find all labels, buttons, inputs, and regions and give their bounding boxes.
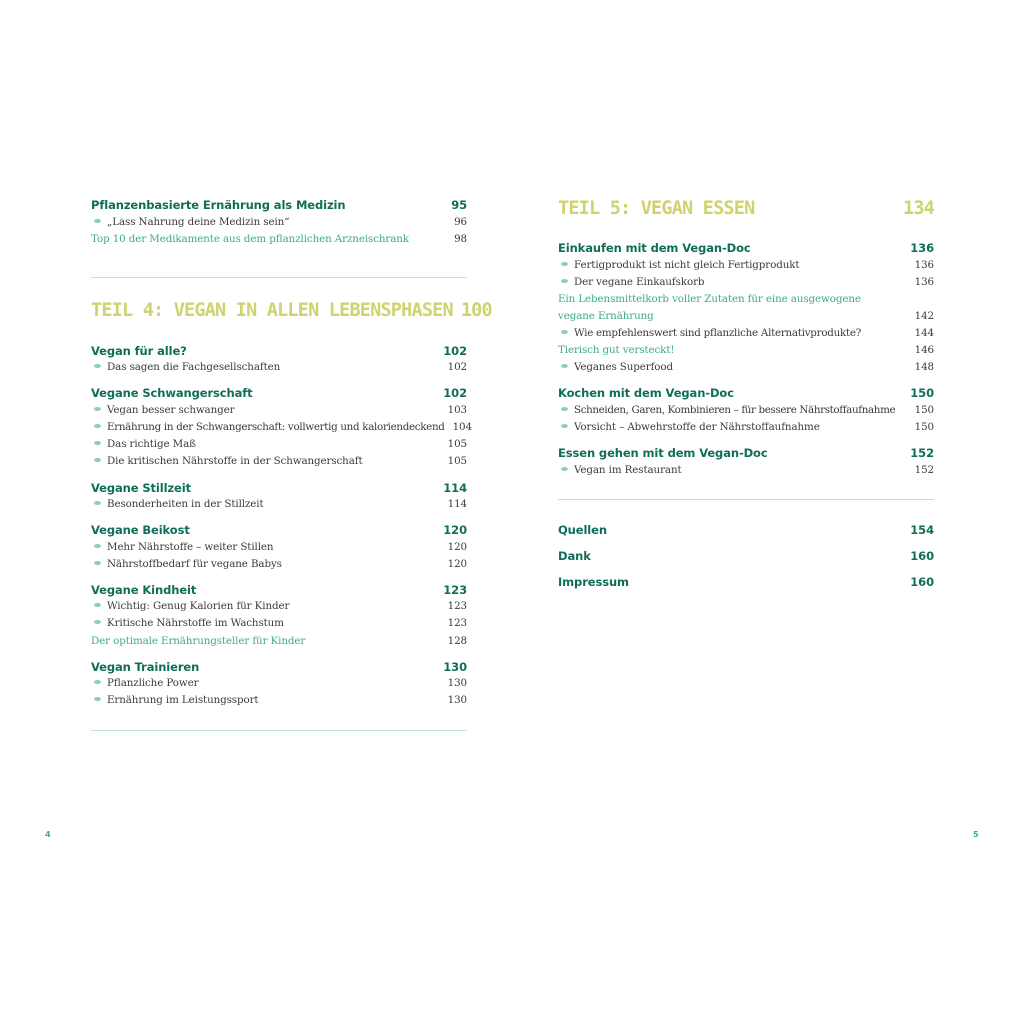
divider: [91, 277, 467, 278]
divider: [558, 499, 934, 500]
toc-heading[interactable]: Vegane Beikost 120: [91, 523, 467, 537]
toc-subentry[interactable]: Nährstoffbedarf für vegane Babys 120: [91, 558, 467, 570]
bullet-icon: [94, 680, 101, 684]
page-number-left: 4: [45, 830, 51, 839]
toc-subentry[interactable]: Veganes Superfood 148: [558, 361, 934, 373]
bullet-icon: [94, 219, 101, 223]
bullet-icon: [561, 407, 568, 411]
toc-heading[interactable]: Kochen mit dem Vegan-Doc 150: [558, 386, 934, 400]
toc-subentry[interactable]: Wichtig: Genug Kalorien für Kinder 123: [91, 600, 467, 612]
toc-heading[interactable]: Essen gehen mit dem Vegan-Doc 152: [558, 446, 934, 460]
bullet-icon: [561, 364, 568, 368]
toc-heading[interactable]: Pflanzenbasierte Ernährung als Medizin 95: [91, 198, 467, 212]
toc-highlight-entry[interactable]: Tierisch gut versteckt! 146: [558, 344, 934, 356]
toc-subentry[interactable]: Vegan im Restaurant 152: [558, 464, 934, 476]
toc-backmatter-imprint[interactable]: Impressum 160: [558, 575, 934, 589]
toc-heading[interactable]: Einkaufen mit dem Vegan-Doc 136: [558, 241, 934, 255]
bullet-icon: [94, 603, 101, 607]
toc-subentry[interactable]: „Lass Nahrung deine Medizin sein“ 96: [91, 216, 467, 228]
bullet-icon: [94, 407, 101, 411]
bullet-icon: [94, 561, 101, 565]
bullet-icon: [94, 441, 101, 445]
toc-heading[interactable]: Vegane Kindheit 123: [91, 583, 467, 597]
bullet-icon: [94, 501, 101, 505]
toc-subentry[interactable]: Besonderheiten in der Stillzeit 114: [91, 498, 467, 510]
toc-heading[interactable]: Vegan Trainieren 130: [91, 660, 467, 674]
bullet-icon: [561, 330, 568, 334]
toc-heading[interactable]: Vegan für alle? 102: [91, 344, 467, 358]
part-title[interactable]: TEIL 4: VEGAN IN ALLEN LEBENSPHASEN 100: [91, 300, 492, 321]
toc-subentry[interactable]: Fertigprodukt ist nicht gleich Fertigprodukt 136: [558, 259, 934, 271]
toc-subentry[interactable]: Der vegane Einkaufskorb 136: [558, 276, 934, 288]
toc-subentry[interactable]: Das sagen die Fachgesellschaften 102: [91, 361, 467, 373]
toc-subentry[interactable]: Mehr Nährstoffe – weiter Stillen 120: [91, 541, 467, 553]
bullet-icon: [94, 544, 101, 548]
bullet-icon: [94, 458, 101, 462]
part-title[interactable]: TEIL 5: VEGAN ESSEN 134: [558, 198, 934, 219]
toc-subentry[interactable]: Kritische Nährstoffe im Wachstum 123: [91, 617, 467, 629]
toc-subentry[interactable]: Schneiden, Garen, Kombinieren – für bessere Nährstoffaufnahme 150: [558, 404, 934, 416]
bullet-icon: [561, 467, 568, 471]
toc-highlight-entry[interactable]: Ein Lebensmittelkorb voller Zutaten für eine ausgewogene: [558, 293, 861, 305]
toc-highlight-entry-continued[interactable]: vegane Ernährung 142: [558, 310, 934, 322]
toc-subentry[interactable]: Die kritischen Nährstoffe in der Schwangerschaft 105: [91, 455, 467, 467]
bullet-icon: [561, 279, 568, 283]
toc-subentry[interactable]: Vorsicht – Abwehrstoffe der Nährstoffaufnahme 150: [558, 421, 934, 433]
bullet-icon: [94, 697, 101, 701]
toc-heading[interactable]: Vegane Stillzeit 114: [91, 481, 467, 495]
toc-highlight-entry[interactable]: Der optimale Ernährungsteller für Kinder 128: [91, 635, 467, 647]
bullet-icon: [94, 364, 101, 368]
toc-subentry[interactable]: Ernährung im Leistungssport 130: [91, 694, 467, 706]
toc-highlight-entry[interactable]: Top 10 der Medikamente aus dem pflanzlichen Arzneischrank 98: [91, 233, 467, 245]
toc-subentry[interactable]: Vegan besser schwanger 103: [91, 404, 467, 416]
toc-heading[interactable]: Vegane Schwangerschaft 102: [91, 386, 467, 400]
toc-subentry[interactable]: Das richtige Maß 105: [91, 438, 467, 450]
page-number-right: 5: [973, 830, 979, 839]
divider: [91, 730, 467, 731]
toc-subentry[interactable]: Pflanzliche Power 130: [91, 677, 467, 689]
toc-subentry[interactable]: Ernährung in der Schwangerschaft: vollwertig und kaloriendeckend 104: [91, 421, 467, 433]
toc-subentry[interactable]: Wie empfehlenswert sind pflanzliche Alternativprodukte? 144: [558, 327, 934, 339]
toc-backmatter-thanks[interactable]: Dank 160: [558, 549, 934, 563]
bullet-icon: [94, 620, 101, 624]
bullet-icon: [561, 424, 568, 428]
toc-backmatter-sources[interactable]: Quellen 154: [558, 523, 934, 537]
bullet-icon: [561, 262, 568, 266]
bullet-icon: [94, 424, 101, 428]
